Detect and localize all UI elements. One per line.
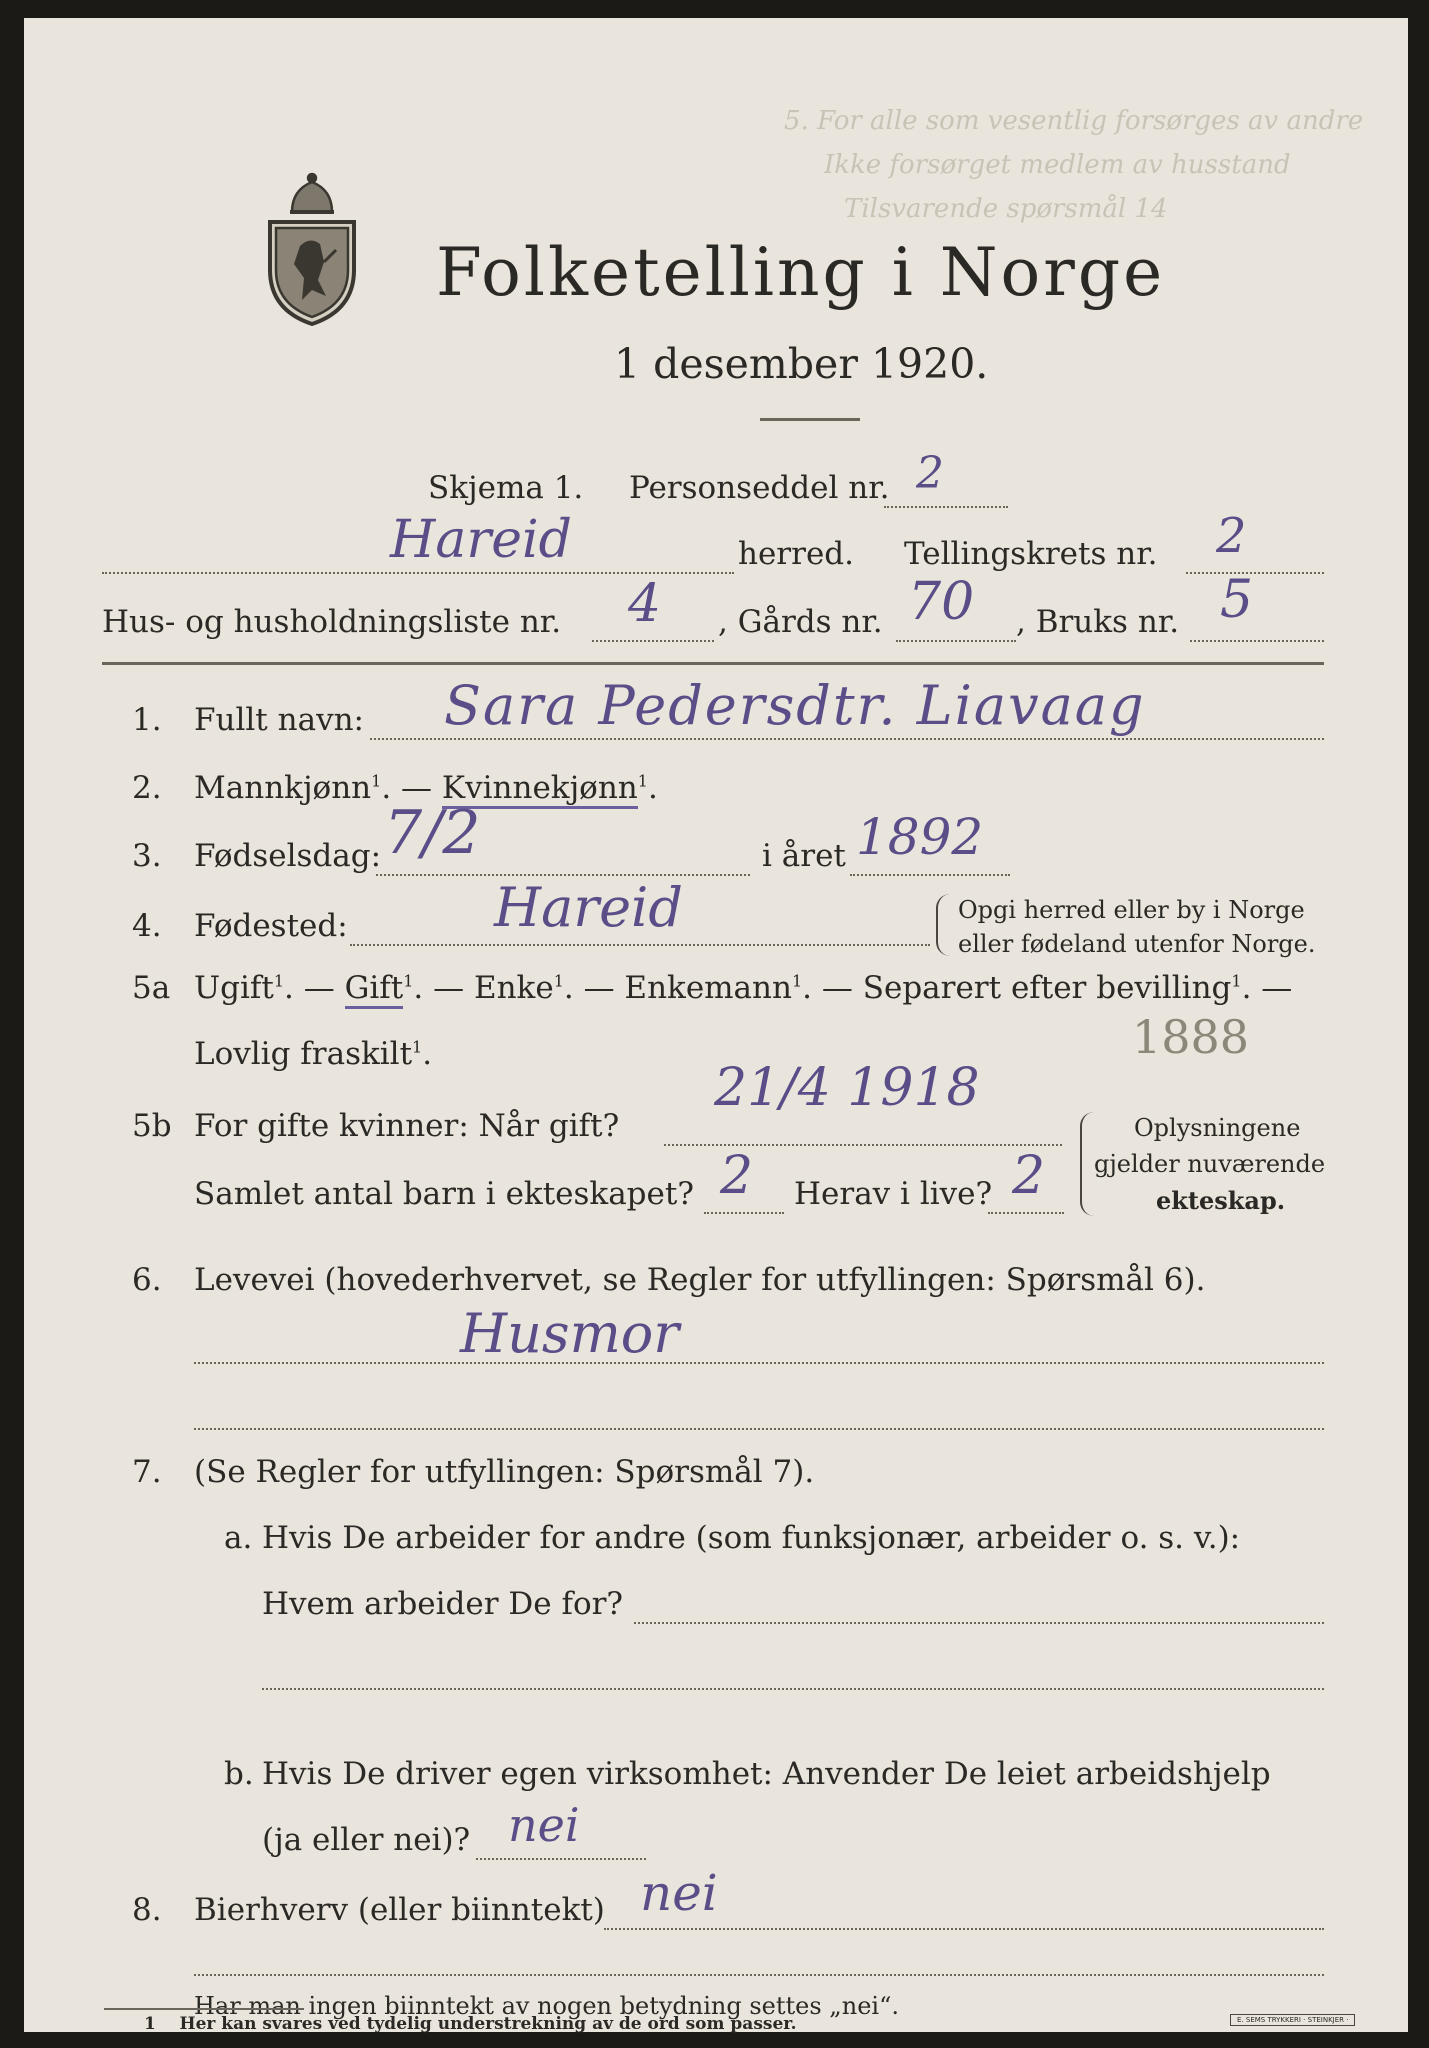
bleed-through-text: 5. For alle som vesentlig forsørges av andre [784, 106, 1364, 136]
q8-line-2 [194, 1974, 1324, 1976]
krets-label: Tellingskrets nr. [904, 536, 1158, 572]
option-lovlig-fraskilt: Lovlig fraskilt$^1$. [194, 1036, 433, 1072]
footnote-mark: 1 [403, 971, 414, 991]
title-divider [760, 418, 860, 421]
footnote-mark: 1 [412, 1037, 423, 1057]
footnote-mark: 1 [273, 971, 285, 991]
q5b-note-1: Oplysningene [1134, 1114, 1301, 1142]
census-form-page [24, 18, 1408, 2032]
bruks-value: 5 [1220, 570, 1254, 630]
herred-value: Hareid [390, 510, 572, 570]
q7b-line-1: Hvis De driver egen virksomhet: Anvender De leiet arbeidshjelp [262, 1756, 1271, 1792]
footer-note: Har man ingen biinntekt av nogen betydning settes „nei“. [194, 1992, 899, 2020]
option-separert: . — Separert efter bevilling [802, 970, 1232, 1006]
q8-number: 8. [132, 1892, 162, 1928]
q7b-value: nei [508, 1798, 580, 1852]
krets-line [1186, 572, 1324, 574]
option-lovlig-fraskilt-label: Lovlig fraskilt [194, 1036, 413, 1072]
q6-number: 6. [132, 1262, 162, 1298]
q8-value: nei [640, 1864, 718, 1922]
q7-label: (Se Regler for utfyllingen: Spørsmål 7). [194, 1454, 815, 1490]
separator: . — [1241, 970, 1293, 1006]
q3-year-line [850, 874, 1010, 876]
q1-value-full-name: Sara Pedersdtr. Liavaag [444, 674, 1146, 737]
census-date: 1 desember 1920. [614, 340, 989, 388]
q6-label: Levevei (hovederhvervet, se Regler for utfyllingen: Spørsmål 6). [194, 1262, 1206, 1298]
option-mannkjonn: Mannkjønn [194, 770, 372, 806]
q5a-options [194, 970, 1292, 1006]
q7a-letter: a. [224, 1520, 253, 1556]
q5b-children-line [704, 1212, 784, 1214]
q4-note-2: eller fødeland utenfor Norge. [958, 930, 1316, 958]
option-enkemann: . — Enkemann [563, 970, 792, 1006]
footnote [144, 2014, 797, 2034]
form-title: Folketelling i Norge [436, 234, 1166, 311]
footnote-mark: 1 [637, 771, 648, 791]
q4-label: Fødested: [194, 908, 348, 944]
q5b-children-label: Samlet antal barn i ekteskapet? [194, 1176, 694, 1212]
person-nr-value: 2 [916, 448, 944, 499]
q5a-number: 5a [132, 970, 171, 1006]
header-divider [102, 662, 1324, 665]
q7a-line-2: Hvem arbeider De for? [262, 1586, 624, 1622]
separator: . — [284, 970, 335, 1006]
q7b-line-2: (ja eller nei)? [262, 1822, 471, 1858]
q8-label: Bierhverv (eller biinntekt) [194, 1892, 605, 1928]
q5b-note-2: gjelder nuværende [1094, 1150, 1326, 1178]
q5b-children-value: 2 [720, 1146, 754, 1206]
husliste-label: Hus- og husholdningsliste nr. [102, 604, 562, 640]
separator: . — [381, 770, 433, 806]
schema-label: Skjema 1. [428, 470, 584, 506]
footnote-mark: 1 [144, 2014, 156, 2034]
gards-label: , Gårds nr. [718, 604, 883, 640]
bleed-through-text: Tilsvarende spørsmål 14 [844, 194, 1168, 224]
q5b-alive-line [988, 1212, 1064, 1214]
q7a-answer-line [634, 1622, 1324, 1624]
q6-line-2 [194, 1428, 1324, 1430]
person-nr-line [884, 506, 1008, 508]
q4-birthplace-value: Hareid [494, 876, 683, 939]
husliste-line [592, 640, 714, 642]
q3-year-value: 1892 [856, 808, 984, 866]
footnote-text: Her kan svares ved tydelig understrekning av de ord som passer. [179, 2014, 797, 2034]
q1-label: Fullt navn: [194, 702, 364, 738]
person-nr-label: Personseddel nr. [629, 470, 890, 506]
norwegian-coat-of-arms-icon [262, 170, 362, 326]
q7a-answer-line-2 [262, 1688, 1324, 1690]
gards-value: 70 [908, 572, 975, 632]
bleed-through-text: Ikke forsørget medlem av husstand [824, 150, 1291, 180]
printer-mark: E. SEMS TRYKKERI · STEINKJER · [1230, 2014, 1355, 2026]
q1-number: 1. [132, 702, 162, 738]
q4-line [350, 944, 930, 946]
q5b-number: 5b [132, 1108, 172, 1144]
footnote-mark: 1 [553, 971, 564, 991]
option-gift-underlined: Gift [345, 970, 404, 1009]
q3-birthdate-value: 7/2 [384, 798, 481, 868]
q7a-line-1: Hvis De arbeider for andre (som funksjonær, arbeider o. s. v.): [262, 1520, 1241, 1556]
q6-occupation-value: Husmor [460, 1302, 680, 1365]
krets-value: 2 [1216, 508, 1247, 564]
gards-line [896, 640, 1016, 642]
herred-label: herred. [738, 536, 854, 572]
q4-brace [936, 894, 952, 956]
q5b-alive-value: 2 [1012, 1146, 1046, 1206]
bruks-label: , Bruks nr. [1016, 604, 1180, 640]
q3-label: Fødselsdag: [194, 838, 382, 874]
q3-year-label: i året [762, 838, 846, 874]
q3-number: 3. [132, 838, 162, 874]
bruks-line [1190, 640, 1324, 642]
footnote-mark: 1 [371, 771, 382, 791]
q6-line-1 [194, 1362, 1324, 1364]
q1-line [370, 738, 1324, 740]
footnote-divider [104, 2008, 304, 2010]
q2-number: 2. [132, 770, 162, 806]
option-kvinnekjonn-underlined: Kvinnekjønn [442, 770, 638, 809]
q5b-alive-label: Herav i live? [794, 1176, 993, 1212]
pencil-margin-note: 1888 [1132, 1010, 1250, 1064]
option-ugift: Ugift [194, 970, 274, 1006]
q5b-label: For gifte kvinner: Når gift? [194, 1108, 620, 1144]
q5b-note-3: ekteskap. [1156, 1186, 1286, 1215]
q5b-married-date-value: 21/4 1918 [714, 1058, 980, 1118]
q7-number: 7. [132, 1454, 162, 1490]
separator: . [647, 770, 658, 806]
footnote-mark: 1 [791, 971, 803, 991]
option-enke: . — Enke [413, 970, 554, 1006]
q4-note-1: Opgi herred eller by i Norge [958, 896, 1305, 924]
q7b-answer-line [476, 1858, 646, 1860]
q7b-letter: b. [224, 1756, 254, 1792]
footnote-mark: 1 [1231, 971, 1242, 991]
husliste-value: 4 [628, 574, 662, 634]
q4-number: 4. [132, 908, 162, 944]
q8-line [604, 1928, 1324, 1930]
